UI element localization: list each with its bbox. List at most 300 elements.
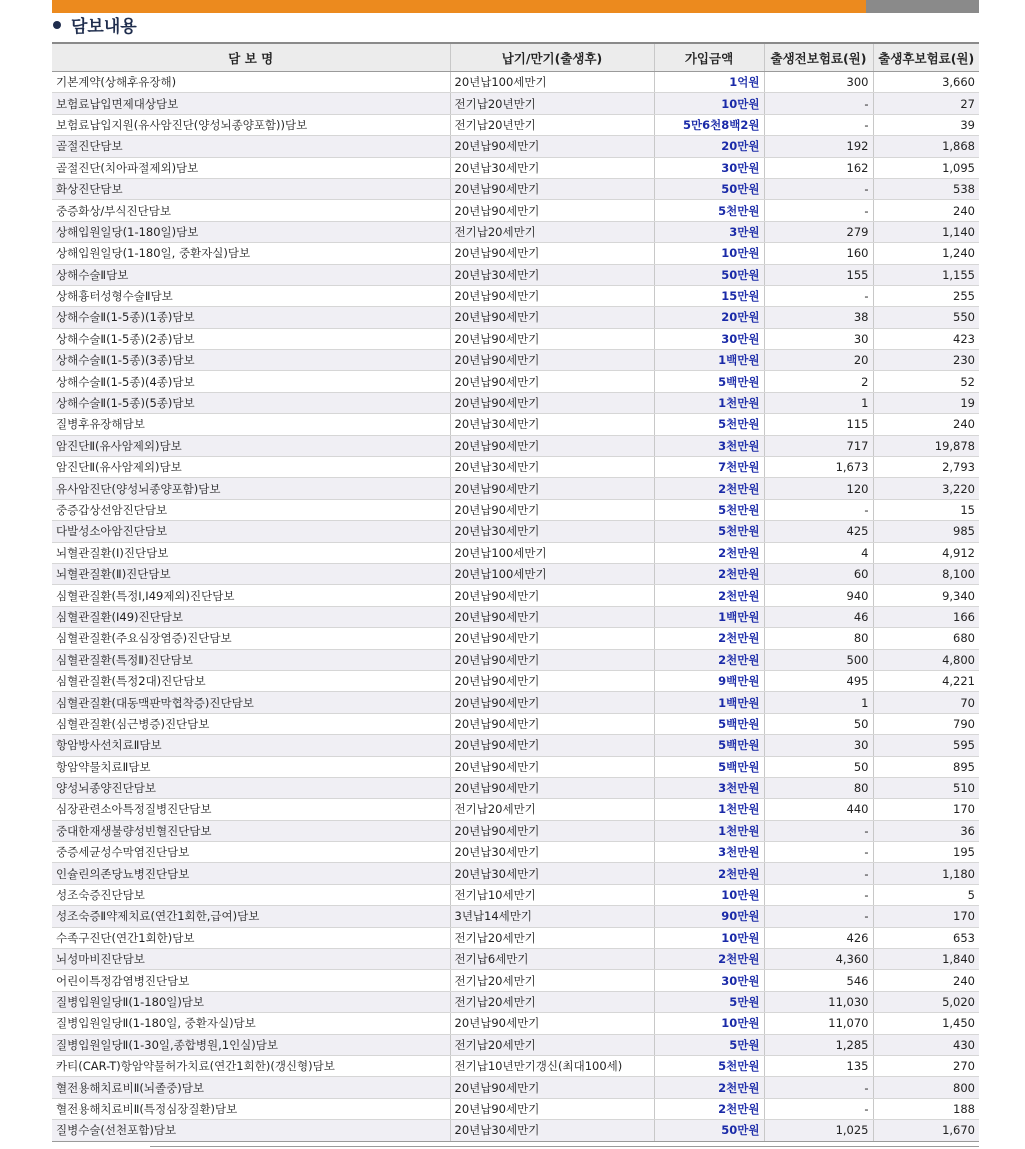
amount-cell: 2천만원 <box>654 1098 764 1119</box>
table-row <box>52 371 979 392</box>
amount-cell: 5천만원 <box>654 1055 764 1076</box>
post-birth-premium-cell: 19 <box>873 392 979 413</box>
pre-birth-premium-cell: 115 <box>764 414 873 435</box>
amount-cell: 50만원 <box>654 178 764 199</box>
amount-cell: 10만원 <box>654 93 764 114</box>
coverage-name-cell: 카티(CAR-T)항암약물허가치료(연간1회한)(갱신형)담보 <box>52 1055 450 1076</box>
header-color-bar <box>52 0 979 13</box>
term-cell: 20년납90세만기 <box>450 285 654 306</box>
pre-birth-premium-cell: 495 <box>764 670 873 691</box>
term-cell: 전기납20세만기 <box>450 221 654 242</box>
coverage-name-cell: 양성뇌종양진단담보 <box>52 777 450 798</box>
table-row <box>52 1013 979 1034</box>
table-row <box>52 842 979 863</box>
table-row <box>52 713 979 734</box>
amount-cell: 5백만원 <box>654 756 764 777</box>
amount-cell: 50만원 <box>654 264 764 285</box>
coverage-name-cell: 심혈관질환(특정Ⅱ)진단담보 <box>52 649 450 670</box>
post-birth-premium-cell: 1,670 <box>873 1120 979 1141</box>
post-birth-premium-cell: 230 <box>873 350 979 371</box>
amount-cell: 2천만원 <box>654 1077 764 1098</box>
section-title-text: 담보내용 <box>71 17 137 37</box>
table-row <box>52 970 979 991</box>
pre-birth-premium-cell: - <box>764 884 873 905</box>
term-cell: 전기납10년만기갱신(최대100세) <box>450 1055 654 1076</box>
pre-birth-premium-cell: - <box>764 906 873 927</box>
coverage-name-cell: 심혈관질환(대동맥판막협착증)진단담보 <box>52 692 450 713</box>
post-birth-premium-cell: 52 <box>873 371 979 392</box>
post-birth-premium-cell: 5,020 <box>873 991 979 1012</box>
post-birth-premium-cell: 188 <box>873 1098 979 1119</box>
coverage-name-cell: 질병수술(선천포함)담보 <box>52 1120 450 1141</box>
table-row <box>52 820 979 841</box>
post-birth-premium-cell: 3,220 <box>873 478 979 499</box>
post-birth-premium-cell: 1,095 <box>873 157 979 178</box>
post-birth-premium-cell: 240 <box>873 414 979 435</box>
coverage-name-cell: 상해수술Ⅱ(1-5종)(1종)담보 <box>52 307 450 328</box>
term-cell: 전기납6세만기 <box>450 949 654 970</box>
amount-cell: 1백만원 <box>654 692 764 713</box>
table-row <box>52 606 979 627</box>
table-row <box>52 414 979 435</box>
pre-birth-premium-cell: 500 <box>764 649 873 670</box>
coverage-name-cell: 골절진단(치아파절제외)담보 <box>52 157 450 178</box>
pre-birth-premium-cell: - <box>764 178 873 199</box>
term-cell: 20년납30세만기 <box>450 457 654 478</box>
coverage-name-cell: 화상진단담보 <box>52 178 450 199</box>
coverage-name-cell: 뇌혈관질환(Ⅰ)진단담보 <box>52 542 450 563</box>
post-birth-premium-cell: 255 <box>873 285 979 306</box>
coverage-name-cell: 심혈관질환(특정Ⅰ,I49제외)진단담보 <box>52 585 450 606</box>
amount-cell: 5천만원 <box>654 414 764 435</box>
amount-cell: 2천만원 <box>654 628 764 649</box>
term-cell: 20년납100세만기 <box>450 72 654 93</box>
pre-birth-premium-cell: 11,030 <box>764 991 873 1012</box>
table-row <box>52 1034 979 1055</box>
post-birth-premium-cell: 680 <box>873 628 979 649</box>
pre-birth-premium-cell: 1,025 <box>764 1120 873 1141</box>
term-cell: 20년납90세만기 <box>450 178 654 199</box>
amount-cell: 3천만원 <box>654 842 764 863</box>
pre-birth-premium-cell: 30 <box>764 735 873 756</box>
coverage-name-cell: 상해수술Ⅱ담보 <box>52 264 450 285</box>
amount-cell: 2천만원 <box>654 949 764 970</box>
amount-cell: 1천만원 <box>654 820 764 841</box>
amount-cell: 2천만원 <box>654 649 764 670</box>
term-cell: 20년납30세만기 <box>450 414 654 435</box>
table-row <box>52 884 979 905</box>
table-row <box>52 927 979 948</box>
post-birth-premium-cell: 270 <box>873 1055 979 1076</box>
term-cell: 전기납20세만기 <box>450 991 654 1012</box>
pre-birth-premium-cell: 2 <box>764 371 873 392</box>
term-cell: 전기납10세만기 <box>450 884 654 905</box>
pre-birth-premium-cell: 155 <box>764 264 873 285</box>
coverage-name-cell: 어린이특정감염병진단담보 <box>52 970 450 991</box>
table-row <box>52 307 979 328</box>
term-cell: 전기납20세만기 <box>450 799 654 820</box>
amount-cell: 1천만원 <box>654 392 764 413</box>
amount-cell: 5천만원 <box>654 499 764 520</box>
table-row <box>52 542 979 563</box>
post-birth-premium-cell: 5 <box>873 884 979 905</box>
pre-birth-premium-cell: 1,285 <box>764 1034 873 1055</box>
table-row <box>52 221 979 242</box>
term-cell: 20년납90세만기 <box>450 606 654 627</box>
coverage-name-cell: 중증세균성수막염진단담보 <box>52 842 450 863</box>
post-birth-premium-cell: 423 <box>873 328 979 349</box>
term-cell: 20년납100세만기 <box>450 563 654 584</box>
post-birth-premium-cell: 653 <box>873 927 979 948</box>
coverage-name-cell: 성조숙증진단담보 <box>52 884 450 905</box>
coverage-name-cell: 상해수술Ⅱ(1-5종)(5종)담보 <box>52 392 450 413</box>
term-cell: 20년납90세만기 <box>450 1077 654 1098</box>
coverage-name-cell: 보험료납입면제대상담보 <box>52 93 450 114</box>
table-row <box>52 563 979 584</box>
term-cell: 20년납30세만기 <box>450 842 654 863</box>
term-cell: 20년납90세만기 <box>450 713 654 734</box>
amount-cell: 1억원 <box>654 72 764 93</box>
table-row <box>52 243 979 264</box>
term-cell: 20년납90세만기 <box>450 756 654 777</box>
post-birth-premium-cell: 27 <box>873 93 979 114</box>
term-cell: 20년납90세만기 <box>450 371 654 392</box>
header-bar-gray <box>866 0 979 13</box>
amount-cell: 90만원 <box>654 906 764 927</box>
coverage-name-cell: 중대한재생불량성빈혈진단담보 <box>52 820 450 841</box>
table-row <box>52 799 979 820</box>
amount-cell: 2천만원 <box>654 542 764 563</box>
post-birth-premium-cell: 4,912 <box>873 542 979 563</box>
amount-cell: 10만원 <box>654 243 764 264</box>
coverage-name-cell: 항암방사선치료Ⅱ담보 <box>52 735 450 756</box>
coverage-name-cell: 항암약물치료Ⅱ담보 <box>52 756 450 777</box>
pre-birth-premium-cell: - <box>764 1098 873 1119</box>
term-cell: 20년납90세만기 <box>450 1098 654 1119</box>
table-row <box>52 93 979 114</box>
pre-birth-premium-cell: 50 <box>764 756 873 777</box>
post-birth-premium-cell: 985 <box>873 521 979 542</box>
amount-cell: 2천만원 <box>654 863 764 884</box>
table-row <box>52 991 979 1012</box>
coverage-name-cell: 뇌성마비진단담보 <box>52 949 450 970</box>
amount-cell: 5천만원 <box>654 200 764 221</box>
post-birth-premium-cell: 39 <box>873 114 979 135</box>
header-term: 납기/만기(출생후) <box>450 43 654 72</box>
post-birth-premium-cell: 15 <box>873 499 979 520</box>
coverage-name-cell: 심장관련소아특정질병진단담보 <box>52 799 450 820</box>
term-cell: 20년납30세만기 <box>450 264 654 285</box>
coverage-name-cell: 질병입원일당Ⅱ(1-180일)담보 <box>52 991 450 1012</box>
post-birth-premium-cell: 70 <box>873 692 979 713</box>
post-birth-premium-cell: 595 <box>873 735 979 756</box>
header-pre-birth-premium: 출생전보험료(원) <box>764 43 873 72</box>
table-row <box>52 457 979 478</box>
amount-cell: 20만원 <box>654 136 764 157</box>
amount-cell: 1천만원 <box>654 799 764 820</box>
pre-birth-premium-cell: 279 <box>764 221 873 242</box>
term-cell: 20년납90세만기 <box>450 307 654 328</box>
term-cell: 20년납90세만기 <box>450 435 654 456</box>
post-birth-premium-cell: 430 <box>873 1034 979 1055</box>
post-birth-premium-cell: 170 <box>873 906 979 927</box>
amount-cell: 30만원 <box>654 328 764 349</box>
header-post-birth-premium: 출생후보험료(원) <box>873 43 979 72</box>
pre-birth-premium-cell: 717 <box>764 435 873 456</box>
table-row <box>52 350 979 371</box>
coverage-name-cell: 심혈관질환(주요심장염증)진단담보 <box>52 628 450 649</box>
table-row <box>52 264 979 285</box>
amount-cell: 5만원 <box>654 991 764 1012</box>
pre-birth-premium-cell: 440 <box>764 799 873 820</box>
coverage-name-cell: 상해흉터성형수술Ⅱ담보 <box>52 285 450 306</box>
pre-birth-premium-cell: - <box>764 499 873 520</box>
table-row <box>52 585 979 606</box>
coverage-name-cell: 골절진단담보 <box>52 136 450 157</box>
pre-birth-premium-cell: 38 <box>764 307 873 328</box>
table-row <box>52 136 979 157</box>
post-birth-premium-cell: 895 <box>873 756 979 777</box>
coverage-name-cell: 중증화상/부식진단담보 <box>52 200 450 221</box>
coverage-name-cell: 수족구진단(연간1회한)담보 <box>52 927 450 948</box>
pre-birth-premium-cell: - <box>764 820 873 841</box>
table-row <box>52 906 979 927</box>
amount-cell: 30만원 <box>654 157 764 178</box>
term-cell: 20년납90세만기 <box>450 649 654 670</box>
pre-birth-premium-cell: 940 <box>764 585 873 606</box>
post-birth-premium-cell: 1,240 <box>873 243 979 264</box>
coverage-name-cell: 상해수술Ⅱ(1-5종)(3종)담보 <box>52 350 450 371</box>
pre-birth-premium-cell: - <box>764 285 873 306</box>
post-birth-premium-cell: 800 <box>873 1077 979 1098</box>
post-birth-premium-cell: 1,868 <box>873 136 979 157</box>
table-row <box>52 628 979 649</box>
coverage-name-cell: 질병입원일당Ⅱ(1-180일, 중환자실)담보 <box>52 1013 450 1034</box>
term-cell: 3년납14세만기 <box>450 906 654 927</box>
pre-birth-premium-cell: - <box>764 114 873 135</box>
amount-cell: 9백만원 <box>654 670 764 691</box>
term-cell: 20년납90세만기 <box>450 499 654 520</box>
coverage-name-cell: 기본계약(상해후유장해) <box>52 72 450 93</box>
amount-cell: 2천만원 <box>654 563 764 584</box>
amount-cell: 5백만원 <box>654 371 764 392</box>
term-cell: 20년납90세만기 <box>450 243 654 264</box>
term-cell: 20년납90세만기 <box>450 735 654 756</box>
pre-birth-premium-cell: 546 <box>764 970 873 991</box>
post-birth-premium-cell: 166 <box>873 606 979 627</box>
amount-cell: 7천만원 <box>654 457 764 478</box>
table-row <box>52 200 979 221</box>
coverage-name-cell: 심혈관질환(특정2대)진단담보 <box>52 670 450 691</box>
coverage-name-cell: 질병후유장해담보 <box>52 414 450 435</box>
amount-cell: 5만6천8백2원 <box>654 114 764 135</box>
amount-cell: 1백만원 <box>654 606 764 627</box>
pre-birth-premium-cell: 1,673 <box>764 457 873 478</box>
header-bar-orange <box>52 0 866 13</box>
post-birth-premium-cell: 195 <box>873 842 979 863</box>
table-row <box>52 328 979 349</box>
table-row <box>52 670 979 691</box>
term-cell: 20년납30세만기 <box>450 863 654 884</box>
table-row <box>52 521 979 542</box>
coverage-name-cell: 암진단Ⅱ(유사암제외)담보 <box>52 435 450 456</box>
coverage-name-cell: 혈전용해치료비Ⅱ(특정심장질환)담보 <box>52 1098 450 1119</box>
coverage-name-cell: 암진단Ⅱ(유사암제외)담보 <box>52 457 450 478</box>
amount-cell: 20만원 <box>654 307 764 328</box>
table-row <box>52 1098 979 1119</box>
post-birth-premium-cell: 170 <box>873 799 979 820</box>
term-cell: 20년납90세만기 <box>450 692 654 713</box>
coverage-name-cell: 혈전용해치료비Ⅱ(뇌졸중)담보 <box>52 1077 450 1098</box>
coverage-name-cell: 심혈관질환(심근병증)진단담보 <box>52 713 450 734</box>
amount-cell: 15만원 <box>654 285 764 306</box>
amount-cell: 5백만원 <box>654 713 764 734</box>
header-coverage-name: 담 보 명 <box>52 43 450 72</box>
coverage-table <box>52 42 979 1142</box>
term-cell: 20년납90세만기 <box>450 777 654 798</box>
coverage-name-cell: 유사암진단(양성뇌종양포함)담보 <box>52 478 450 499</box>
term-cell: 20년납30세만기 <box>450 521 654 542</box>
pre-birth-premium-cell: 46 <box>764 606 873 627</box>
coverage-name-cell: 보험료납입지원(유사암진단(양성뇌종양포함))담보 <box>52 114 450 135</box>
term-cell: 20년납90세만기 <box>450 478 654 499</box>
table-row <box>52 1077 979 1098</box>
term-cell: 20년납90세만기 <box>450 1013 654 1034</box>
coverage-name-cell: 질병입원일당Ⅱ(1-30일,종합병원,1인실)담보 <box>52 1034 450 1055</box>
term-cell: 20년납100세만기 <box>450 542 654 563</box>
post-birth-premium-cell: 1,140 <box>873 221 979 242</box>
post-birth-premium-cell: 240 <box>873 200 979 221</box>
amount-cell: 3만원 <box>654 221 764 242</box>
coverage-name-cell: 뇌혈관질환(Ⅱ)진단담보 <box>52 563 450 584</box>
amount-cell: 30만원 <box>654 970 764 991</box>
amount-cell: 10만원 <box>654 884 764 905</box>
table-row <box>52 649 979 670</box>
term-cell: 전기납20세만기 <box>450 970 654 991</box>
term-cell: 20년납90세만기 <box>450 392 654 413</box>
pre-birth-premium-cell: 162 <box>764 157 873 178</box>
term-cell: 전기납20년만기 <box>450 93 654 114</box>
amount-cell: 10만원 <box>654 927 764 948</box>
term-cell: 20년납90세만기 <box>450 670 654 691</box>
pre-birth-premium-cell: 426 <box>764 927 873 948</box>
header-amount: 가입금액 <box>654 43 764 72</box>
post-birth-premium-cell: 790 <box>873 713 979 734</box>
amount-cell: 3천만원 <box>654 435 764 456</box>
term-cell: 20년납90세만기 <box>450 200 654 221</box>
term-cell: 20년납90세만기 <box>450 628 654 649</box>
pre-birth-premium-cell: 80 <box>764 628 873 649</box>
term-cell: 20년납90세만기 <box>450 136 654 157</box>
coverage-name-cell: 상해입원일당(1-180일, 중환자실)담보 <box>52 243 450 264</box>
pre-birth-premium-cell: 60 <box>764 563 873 584</box>
amount-cell: 3천만원 <box>654 777 764 798</box>
pre-birth-premium-cell: 11,070 <box>764 1013 873 1034</box>
term-cell: 20년납90세만기 <box>450 328 654 349</box>
table-row <box>52 435 979 456</box>
coverage-name-cell: 다발성소아암진단담보 <box>52 521 450 542</box>
pre-birth-premium-cell: 135 <box>764 1055 873 1076</box>
term-cell: 전기납20세만기 <box>450 1034 654 1055</box>
table-row <box>52 157 979 178</box>
coverage-name-cell: 상해수술Ⅱ(1-5종)(4종)담보 <box>52 371 450 392</box>
term-cell: 20년납30세만기 <box>450 157 654 178</box>
coverage-name-cell: 성조숙증Ⅱ약제치료(연간1회한,급여)담보 <box>52 906 450 927</box>
table-row <box>52 735 979 756</box>
post-birth-premium-cell: 36 <box>873 820 979 841</box>
pre-birth-premium-cell: 300 <box>764 72 873 93</box>
bottom-rule <box>150 1146 979 1147</box>
coverage-name-cell: 인슐린의존당뇨병진단담보 <box>52 863 450 884</box>
pre-birth-premium-cell: 50 <box>764 713 873 734</box>
pre-birth-premium-cell: 1 <box>764 692 873 713</box>
post-birth-premium-cell: 538 <box>873 178 979 199</box>
pre-birth-premium-cell: - <box>764 863 873 884</box>
pre-birth-premium-cell: 425 <box>764 521 873 542</box>
post-birth-premium-cell: 240 <box>873 970 979 991</box>
post-birth-premium-cell: 1,450 <box>873 1013 979 1034</box>
pre-birth-premium-cell: - <box>764 93 873 114</box>
pre-birth-premium-cell: 192 <box>764 136 873 157</box>
table-row <box>52 692 979 713</box>
table-row <box>52 392 979 413</box>
coverage-name-cell: 상해입원일당(1-180일)담보 <box>52 221 450 242</box>
table-row <box>52 285 979 306</box>
post-birth-premium-cell: 8,100 <box>873 563 979 584</box>
pre-birth-premium-cell: - <box>764 1077 873 1098</box>
section-title <box>53 14 137 40</box>
table-row <box>52 114 979 135</box>
amount-cell: 5백만원 <box>654 735 764 756</box>
post-birth-premium-cell: 510 <box>873 777 979 798</box>
post-birth-premium-cell: 4,221 <box>873 670 979 691</box>
amount-cell: 2천만원 <box>654 585 764 606</box>
coverage-name-cell: 중증갑상선암진단담보 <box>52 499 450 520</box>
table-row <box>52 72 979 93</box>
table-row <box>52 949 979 970</box>
amount-cell: 5만원 <box>654 1034 764 1055</box>
post-birth-premium-cell: 1,840 <box>873 949 979 970</box>
table-row <box>52 777 979 798</box>
post-birth-premium-cell: 9,340 <box>873 585 979 606</box>
post-birth-premium-cell: 3,660 <box>873 72 979 93</box>
pre-birth-premium-cell: 4,360 <box>764 949 873 970</box>
pre-birth-premium-cell: 120 <box>764 478 873 499</box>
post-birth-premium-cell: 1,180 <box>873 863 979 884</box>
table-header-row <box>52 43 979 72</box>
post-birth-premium-cell: 19,878 <box>873 435 979 456</box>
pre-birth-premium-cell: - <box>764 842 873 863</box>
term-cell: 20년납30세만기 <box>450 1120 654 1141</box>
amount-cell: 2천만원 <box>654 478 764 499</box>
pre-birth-premium-cell: 4 <box>764 542 873 563</box>
pre-birth-premium-cell: - <box>764 200 873 221</box>
post-birth-premium-cell: 4,800 <box>873 649 979 670</box>
post-birth-premium-cell: 1,155 <box>873 264 979 285</box>
pre-birth-premium-cell: 1 <box>764 392 873 413</box>
amount-cell: 10만원 <box>654 1013 764 1034</box>
term-cell: 전기납20세만기 <box>450 927 654 948</box>
pre-birth-premium-cell: 160 <box>764 243 873 264</box>
bullet-icon <box>53 21 61 29</box>
table-row <box>52 756 979 777</box>
pre-birth-premium-cell: 20 <box>764 350 873 371</box>
post-birth-premium-cell: 2,793 <box>873 457 979 478</box>
term-cell: 20년납90세만기 <box>450 585 654 606</box>
table-row <box>52 478 979 499</box>
coverage-name-cell: 상해수술Ⅱ(1-5종)(2종)담보 <box>52 328 450 349</box>
amount-cell: 1백만원 <box>654 350 764 371</box>
